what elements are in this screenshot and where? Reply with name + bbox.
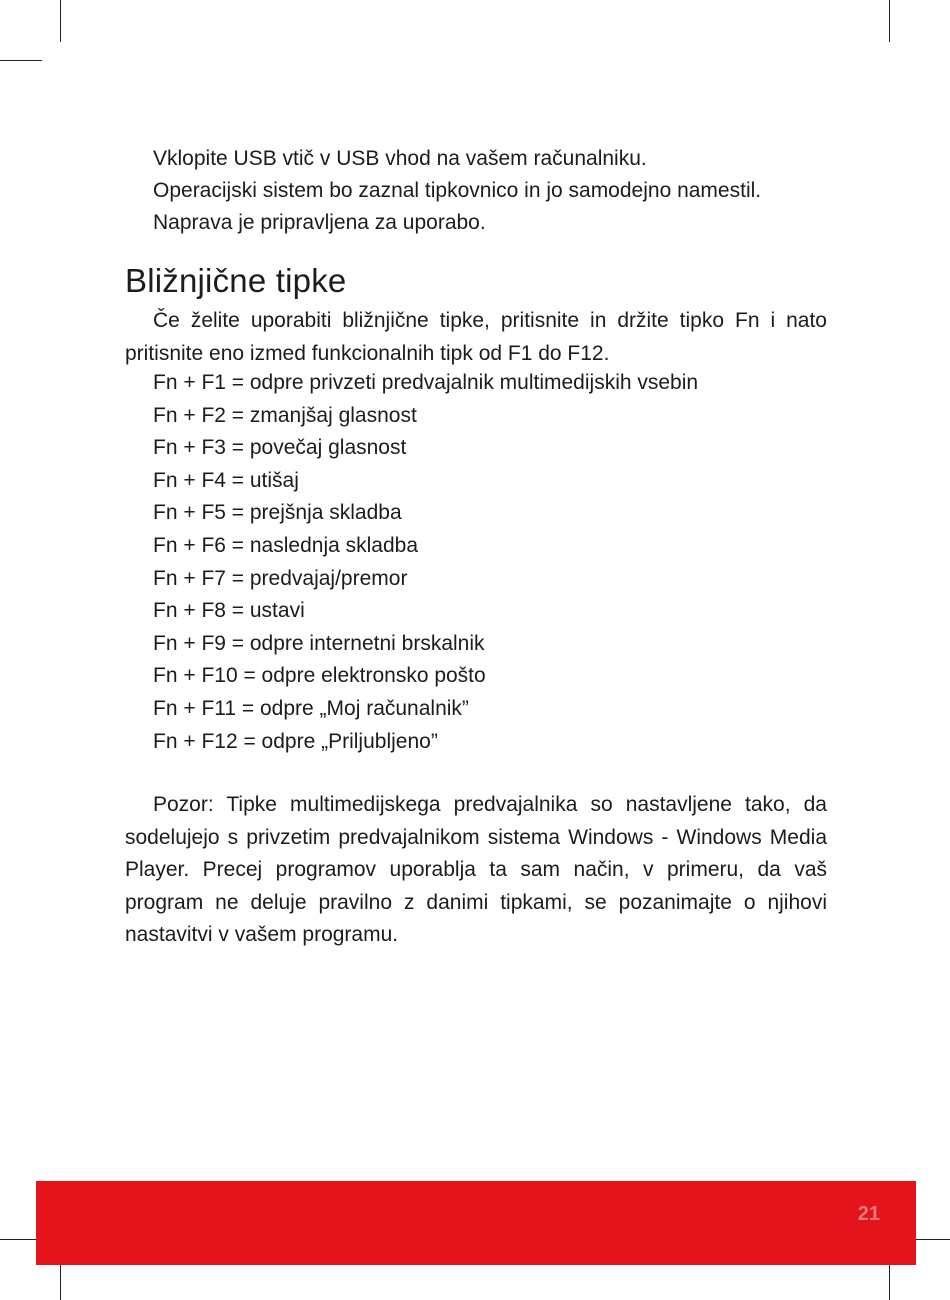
section-title: Bližnjične tipke — [125, 262, 347, 299]
section-intro-paragraph: Če želite uporabiti bližnjične tipke, pritisnite in držite tipko Fn i nato pritisnite eno izmed funkcionalnih tipk od F1 do F12. — [125, 309, 827, 365]
intro-list — [153, 143, 853, 239]
shortcut-item: Fn + F4 = utišaj — [153, 468, 299, 492]
footer-band — [36, 1181, 916, 1265]
intro-line: Operacijski sistem bo zaznal tipkovnico in jo samodejno namestil. — [153, 179, 762, 202]
shortcut-item: Fn + F11 = odpre „Moj računalnik” — [153, 696, 469, 720]
shortcut-item: Fn + F9 = odpre internetni brskalnik — [153, 631, 485, 655]
intro-line: Naprava je pripravljena za uporabo. — [153, 211, 486, 234]
intro-line: Vklopite USB vtič v USB vhod na vašem računalniku. — [153, 147, 647, 170]
shortcut-item: Fn + F2 = zmanjšaj glasnost — [153, 403, 417, 427]
shortcut-item: Fn + F1 = odpre privzeti predvajalnik multimedijskih vsebin — [153, 371, 699, 394]
shortcut-item: Fn + F12 = odpre „Priljubljeno” — [153, 729, 438, 753]
shortcut-item: Fn + F6 = naslednja skladba — [153, 533, 419, 557]
shortcut-item: Fn + F8 = ustavi — [153, 599, 305, 623]
crop-mark-top-left — [60, 0, 61, 42]
crop-mark-top-left-h — [0, 60, 42, 61]
shortcut-list — [153, 367, 698, 758]
note-paragraph: Pozor: Tipke multimedijskega predvajalnika so nastavljene tako, da sodelujejo s privzetim predvajalnikom sistema Windows - Windows Media Player. Precej programov uporablja ta sam način, v primeru, da vaš program ne deluje pravilno z danimi tipkami, se pozanimajte o njihovi nastavitvi v vašem programu. — [125, 793, 827, 946]
shortcut-item: Fn + F5 = prejšnja skladba — [153, 501, 402, 525]
crop-mark-top-right — [889, 0, 890, 42]
shortcut-item: Fn + F10 = odpre elektronsko pošto — [153, 664, 486, 688]
page-number: 21 — [857, 1203, 880, 1225]
shortcut-item: Fn + F7 = predvajaj/premor — [153, 566, 408, 590]
shortcut-item: Fn + F3 = povečaj glasnost — [153, 436, 407, 460]
